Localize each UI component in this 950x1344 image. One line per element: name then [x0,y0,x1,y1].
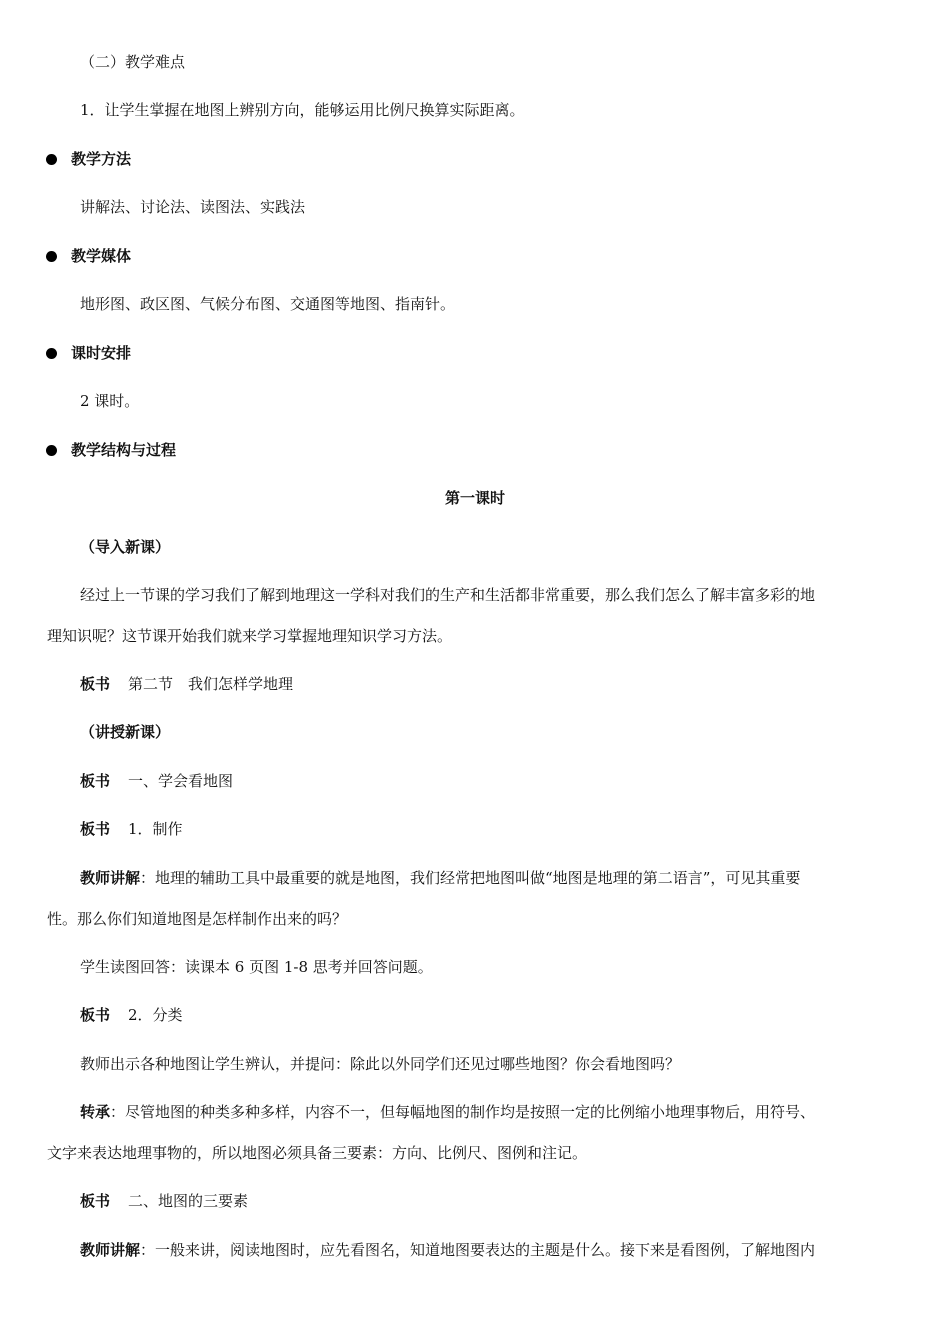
board-note-5 [80,1191,248,1211]
intro-paragraph-line-1: 经过上一节课的学习我们了解到地理这一学科对我们的生产和生活都非常重要，那么我们怎么了解丰富多彩的地 [80,586,816,604]
schedule-text: 2 课时。 [80,392,140,410]
bullet-icon [46,154,57,165]
transition-text: ：尽管地图的种类多种多样，内容不一，但每幅地图的制作均是按照一定的比例缩小地理事物后，用符号、 [110,1103,816,1121]
lesson-title: 第一课时 [444,489,505,507]
board-label: 板书 [80,1192,111,1210]
teacher-explain-1-line-1 [80,868,800,888]
transition-line-1 [80,1102,815,1122]
board-note-3 [80,819,183,839]
board-note-2 [80,771,233,791]
board-label: 板书 [80,675,111,693]
transition-label: 转承 [80,1103,111,1121]
intro-paragraph-line-2: 理知识呢？这节课开始我们就来学习掌握地理知识学习方法。 [47,627,453,645]
bullet-icon [46,348,57,359]
teacher-show-maps: 教师出示各种地图让学生辨认，并提问：除此以外同学们还见过哪些地图？你会看地图吗？ [80,1055,681,1073]
difficulty-item-1: 1．让学生掌握在地图上辨别方向，能够运用比例尺换算实际距离。 [80,101,525,119]
methods-text: 讲解法、讨论法、读图法、实践法 [80,198,306,216]
teacher-explain-1-line-2: 性。那么你们知道地图是怎样制作出来的吗？ [47,910,348,928]
intro-heading: （导入新课） [80,538,171,556]
bullet-icon [46,251,57,262]
board-label: 板书 [80,820,111,838]
board-text: 第二节 我们怎样学地理 [128,675,294,693]
methods-section-heading [46,149,131,169]
teacher-explain-2-line-1 [80,1240,815,1260]
structure-heading-text: 教学结构与过程 [71,441,177,459]
board-label: 板书 [80,1006,111,1024]
board-text: 2．分类 [128,1006,183,1024]
bullet-icon [46,445,57,456]
board-note-4 [80,1005,183,1025]
board-note-1 [80,674,293,694]
teacher-explain-label: 教师讲解 [80,869,141,887]
teacher-explain-text: ：一般来讲，阅读地图时，应先看图名，知道地图要表达的主题是什么。接下来是看图例，了解地图内 [140,1241,816,1259]
teacher-explain-label: 教师讲解 [80,1241,141,1259]
board-text: 一、学会看地图 [128,772,234,790]
student-activity: 学生读图回答：读课本 6 页图 1-8 思考并回答问题。 [80,958,433,976]
methods-heading-text: 教学方法 [71,150,132,168]
transition-line-2: 文字来表达地理事物的，所以地图必须具备三要素：方向、比例尺、图例和注记。 [47,1144,588,1162]
board-text: 二、地图的三要素 [128,1192,249,1210]
schedule-section-heading [46,343,131,363]
media-text: 地形图、政区图、气候分布图、交通图等地图、指南针。 [80,295,456,313]
teacher-explain-text: ：地理的辅助工具中最重要的就是地图，我们经常把地图叫做“地图是地理的第二语言”，可见其重要 [140,869,801,887]
board-text: 1．制作 [128,820,183,838]
schedule-heading-text: 课时安排 [71,344,132,362]
board-label: 板书 [80,772,111,790]
difficulty-heading: （二）教学难点 [80,53,186,71]
new-lesson-heading: （讲授新课） [80,723,171,741]
media-section-heading [46,246,131,266]
structure-section-heading [46,440,176,460]
media-heading-text: 教学媒体 [71,247,132,265]
